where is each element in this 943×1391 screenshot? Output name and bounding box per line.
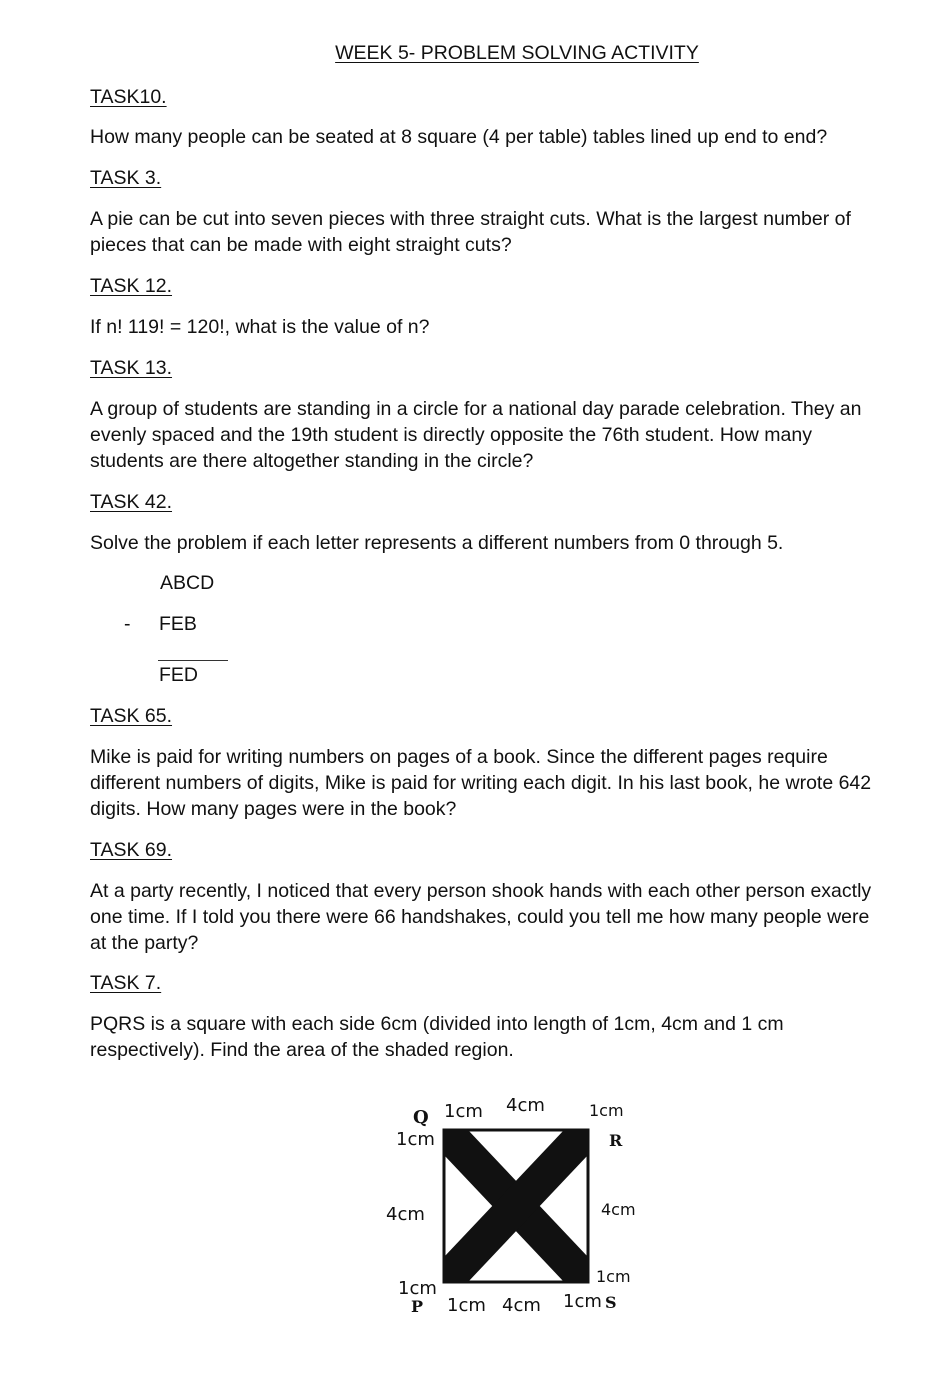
square-outline: [444, 1130, 588, 1282]
task-text: A group of students are standing in a circle for a national day parade celebration. They an evenly spaced and the 19th student is directly opposite the 76th student. How many students are there altogether standing in the circle?: [90, 398, 862, 472]
label-right-mid: 4cm: [601, 1200, 636, 1219]
label-top-left: 1cm: [444, 1101, 483, 1122]
task-heading: TASK 7.: [90, 972, 162, 994]
vertex-label-s: S: [605, 1293, 617, 1312]
task-text: At a party recently, I noticed that every person shook hands with each other person exactly one time. If I told you there were 66 handshakes, could you tell me how many people were at the party?: [90, 880, 872, 954]
label-bottom-right: 1cm: [563, 1291, 602, 1312]
task-heading: TASK10.: [90, 86, 167, 108]
label-top-right: 1cm: [589, 1101, 624, 1120]
task-text: PQRS is a square with each side 6cm (divided into length of 1cm, 4cm and 1 cm respectively). Find the area of the shaded region.: [90, 1013, 784, 1061]
task-text: A pie can be cut into seven pieces with three straight cuts. What is the largest number of pieces that can be made with eight straight cuts?: [90, 208, 851, 256]
task-heading: TASK 12.: [90, 275, 173, 297]
page-title: WEEK 5- PROBLEM SOLVING ACTIVITY: [335, 42, 699, 64]
task-text: Mike is paid for writing numbers on pages of a book. Since the different pages require different numbers of digits, Mike is paid for writing each digit. In his last book, he wrote 642 digits. How many pages were in the book?: [90, 746, 872, 820]
vertex-label-q: Q: [413, 1107, 429, 1128]
vertex-label-p: P: [411, 1297, 424, 1316]
label-top-mid: 4cm: [506, 1095, 545, 1116]
vertex-label-r: R: [609, 1131, 623, 1150]
subtraction-sign: -: [124, 613, 131, 635]
shaded-diagonal-strip-2: [444, 1130, 588, 1282]
subtraction-rule: [158, 660, 228, 661]
task-heading: TASK 13.: [90, 357, 173, 379]
label-left-top: 1cm: [396, 1129, 435, 1150]
task-heading: TASK 65.: [90, 705, 173, 727]
task-text: How many people can be seated at 8 square (4 per table) tables lined up end to end?: [90, 126, 828, 148]
task-heading: TASK 3.: [90, 167, 162, 189]
subtraction-subtrahend: FEB: [159, 613, 197, 635]
label-left-mid: 4cm: [386, 1204, 425, 1225]
label-bottom-left: 1cm: [447, 1295, 486, 1316]
task-heading: TASK 69.: [90, 839, 173, 861]
label-bottom-mid: 4cm: [502, 1295, 541, 1316]
subtraction-minuend: ABCD: [160, 572, 215, 594]
label-right-bottom: 1cm: [596, 1267, 631, 1286]
task-text: If n! 119! = 120!, what is the value of n?: [90, 316, 430, 338]
label-left-bottom: 1cm: [398, 1278, 437, 1299]
shaded-diagonal-strip-1: [444, 1130, 588, 1282]
subtraction-result: FED: [159, 664, 198, 686]
task-text: Solve the problem if each letter represents a different numbers from 0 through 5.: [90, 532, 784, 554]
task-heading: TASK 42.: [90, 491, 173, 513]
